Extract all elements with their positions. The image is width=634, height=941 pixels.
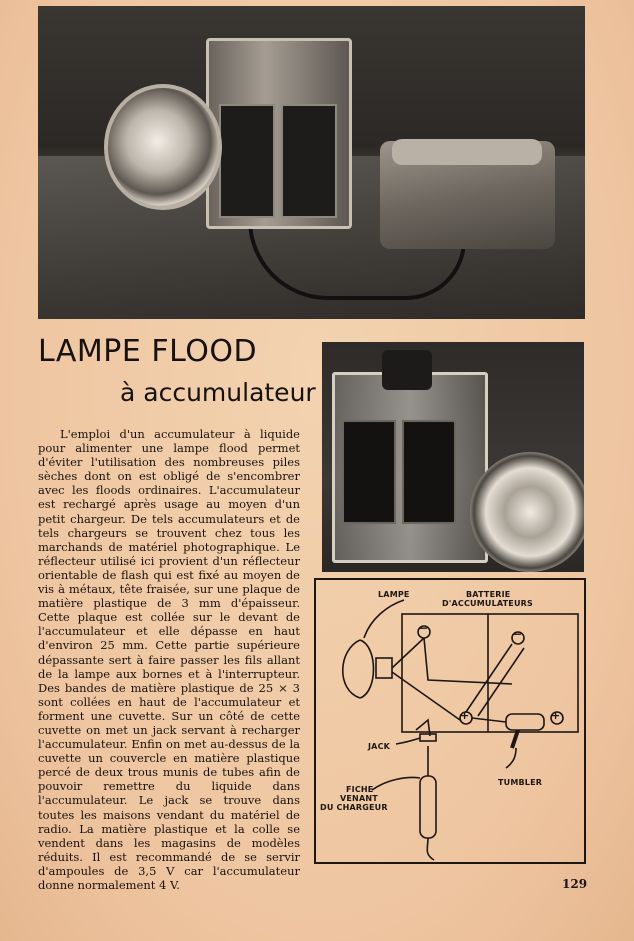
wire-lamp-minus — [392, 638, 424, 668]
plug-body — [420, 776, 436, 838]
photo-battery-cell — [342, 420, 396, 524]
label-jack: JACK — [368, 742, 391, 751]
lamp-reflector-rim — [360, 640, 374, 698]
pointer-lampe — [364, 600, 404, 638]
photo-reflector — [470, 452, 584, 572]
label-fiche: FICHE — [346, 785, 374, 794]
label-lampe: LAMPE — [378, 590, 410, 599]
sign-plus-left: + — [460, 709, 470, 722]
wiring-diagram-drawing — [316, 580, 584, 862]
label-batterie: BATTERIE — [466, 590, 511, 599]
photo-lamp-closeup — [322, 342, 584, 572]
photo-lamp-reflector — [104, 84, 222, 210]
photo-charger-top — [392, 139, 542, 165]
label-tumbler: TUMBLER — [498, 778, 543, 787]
photo-switch — [382, 350, 432, 390]
page-number: 129 — [562, 877, 588, 891]
pointer-fiche — [372, 778, 420, 791]
filler-tube — [466, 644, 524, 716]
photo-lamp-and-charger — [38, 6, 585, 319]
sign-minus-left: − — [418, 621, 429, 635]
photo-charger-unit — [380, 141, 555, 249]
label-venant: VENANT — [340, 794, 378, 803]
label-du-chargeur: DU CHARGEUR — [320, 803, 388, 812]
plug-cable — [427, 838, 434, 860]
photo-battery-cell — [219, 104, 275, 218]
label-accumulateurs: D'ACCUMULATEURS — [442, 599, 533, 608]
article-title: LAMPE FLOOD — [38, 334, 258, 369]
tumbler-switch — [506, 714, 544, 730]
pointer-tumbler — [506, 748, 516, 768]
wiring-diagram — [314, 578, 586, 864]
sign-minus-right: − — [512, 627, 523, 641]
lamp-reflector-outline — [343, 640, 360, 698]
wire-plus-switch — [472, 718, 506, 722]
lamp-socket — [376, 658, 392, 678]
jack-socket — [420, 734, 436, 741]
article-body: L'emploi d'un accumulateur à liquide pour alimenter une lampe flood permet d'éviter l'utilisation des nombreuses piles sèches dont on est obligé de s'encombrer avec les floods ordinaires. L'accumulateur est rechargé après usage au moyen d'un petit chargeur. De tels accumulateurs et de tels chargeurs se trouvent chez tous les marchands de matériel photographique. Le réflecteur utilisé ici provient d'un réflecteur orientable de flash qui est fixé au moyen de vis à métaux, tête fraisée, sur une plaque de matière plastique de 3 mm d'épaisseur. Cette plaque est collée sur le devant de l'accumulateur et elle dépasse en haut d'environ 25 mm. Cette partie supérieure dépassante sert à faire passer les fils allant de la lampe aux bornes et à l'interrupteur. Des bandes de matière plastique de 25 × 3 sont collées en haut de l'accumulateur et forment une cuvette. Sur un côté de cette cuvette on met un jack servant à recharger l'accumulateur. Enfin on met au-dessus de la cuvette un couvercle en matière plastique percé de deux trous munis de tubes afin de pouvoir remettre du liquide dans l'accumulateur. Le jack se trouve dans toutes les maisons vendant du matériel de radio. La matière plastique et la colle se vendent dans les magasins de modèles réduits. Il est recommandé de se servir d'ampoules de 3,5 V car l'accumulateur donne normalement 4 V. — [38, 427, 300, 892]
article-subtitle: à accumulateur — [120, 378, 316, 407]
pointer-jack — [396, 738, 420, 744]
photo-accumulator-box — [206, 38, 352, 229]
sign-plus-right: + — [551, 709, 561, 722]
photo-battery-cell — [402, 420, 456, 524]
photo-battery-cell — [281, 104, 337, 218]
wire-minus-jack — [424, 638, 512, 684]
